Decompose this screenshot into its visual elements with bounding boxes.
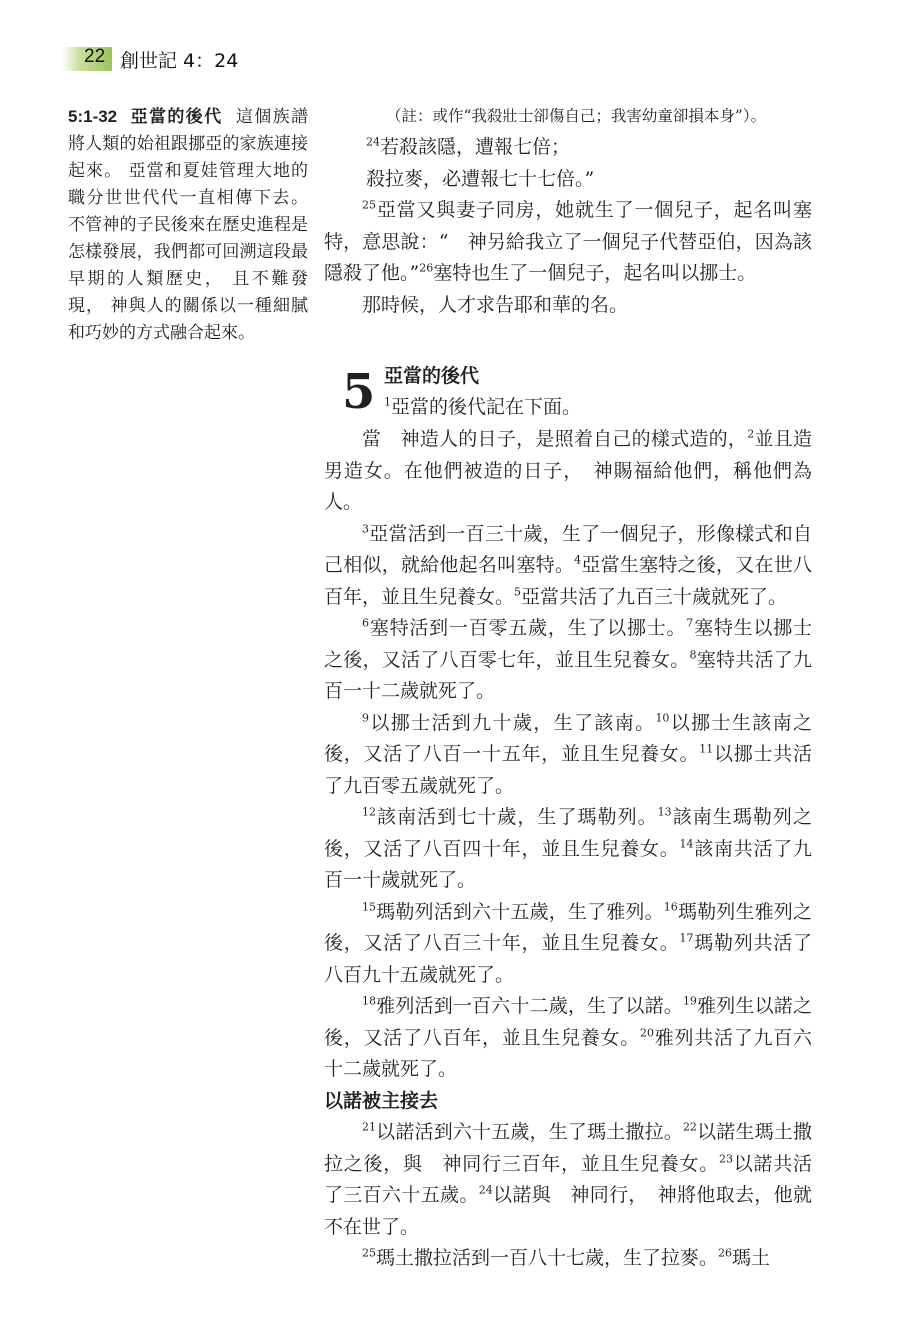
chapter-number: 5 xyxy=(342,364,376,420)
verse-number: 25 xyxy=(362,198,376,212)
paragraph: $^9$以挪士活到九十歲，生了該南。$^{10}$以挪士生該南之後，又活了八百一十五年，並且生兒養女。$^{11}$以挪士共活了九百零五歲就死了。 xyxy=(324,711,812,797)
poem-line: 殺拉麥，必遭報七十七倍。” xyxy=(366,167,595,190)
paragraph: $^{18}$雅列活到一百六十二歲，生了以諾。$^{19}$雅列生以諾之後，又活了八百年，並且生兒養女。$^{20}$雅列共活了九百六十二歲就死了。 xyxy=(324,994,812,1080)
page-number: 22 xyxy=(84,46,106,67)
sidebar-note xyxy=(68,103,308,347)
verse-number: 24 xyxy=(366,135,380,149)
paragraph: $^3$亞當活到一百三十歲，生了一個兒子，形像樣式和自己相似，就給他起名叫塞特。$^4$亞當生塞特之後，又在世八百年，並且生兒養女。$^5$亞當共活了九百三十歲就死了。 xyxy=(324,522,812,608)
chapter-title: 亞當的後代 xyxy=(384,365,480,387)
paragraph: $^{12}$該南活到七十歲，生了瑪勒列。$^{13}$該南生瑪勒列之後，又活了八百四十年，並且生兒養女。$^{14}$該南共活了九百一十歲就死了。 xyxy=(324,805,812,891)
chapter-heading xyxy=(324,361,812,424)
paragraph: 那時候，人才求告耶和華的名。 xyxy=(362,293,629,316)
sidebar-reference: 5:1-32 xyxy=(68,107,118,126)
paragraph: $^{15}$瑪勒列活到六十五歲，生了雅列。$^{16}$瑪勒列生雅列之後，又活了八百三十年，並且生兒養女。$^{17}$瑪勒列共活了八百九十五歲就死了。 xyxy=(324,900,812,986)
paragraph: $^{25}$瑪土撒拉活到一百八十七歲，生了拉麥。$^{26}$瑪土 xyxy=(362,1246,771,1269)
section-heading: 以諾被主接去 xyxy=(324,1089,439,1112)
paragraph: $^6$塞特活到一百零五歲，生了以挪士。$^7$塞特生以挪士之後，又活了八百零七年，並且生兒養女。$^8$塞特共活了九百一十二歲就死了。 xyxy=(324,616,812,702)
running-head: 創世記 4：24 xyxy=(120,50,239,72)
verse-number: 26 xyxy=(419,261,434,275)
paragraph: $^{25}$亞當又與妻子同房，她就生了一個兒子，起名叫塞特，意思說：“ 神另給我立了一個兒子代替亞伯，因為該隱殺了他。”$^{26}$塞特也生了一個兒子，起名叫以挪士。 xyxy=(324,198,812,284)
chapter-first-verse: $^1$亞當的後代記在下面。 xyxy=(384,395,582,418)
poem-line: $^{24}$若殺該隱，遭報七倍； xyxy=(366,135,571,158)
paragraph: $^{21}$以諾活到六十五歲，生了瑪土撒拉。$^{22}$以諾生瑪土撒拉之後，與 神同行三百年，並且生兒養女。$^{23}$以諾共活了三百六十五歲。$^{24}$以諾與 神同行， 神將他取去，他就不在世了。 xyxy=(324,1120,812,1238)
footnote: （註：或作“我殺壯士卻傷自己；我害幼童卻損本身”）。 xyxy=(386,107,767,125)
paragraph: 當 神造人的日子，是照着自己的樣式造的，$^2$並且造男造女。在他們被造的日子， 神賜福給他們，稱他們為人。 xyxy=(324,427,812,513)
sidebar-title: 亞當的後代 xyxy=(130,107,223,127)
scripture-text xyxy=(324,104,812,1275)
sidebar-body: 這個族譜將人類的始祖跟挪亞的家族連接起來。 亞當和夏娃管理大地的職分世世代代一直相傳下去。 不管神的子民後來在歷史進程是怎樣發展，我們都可回溯這段最早期的人類歷史， 且不難發現， 神與人的關係以一種細膩和巧妙的方式融合起來。 xyxy=(68,107,308,343)
